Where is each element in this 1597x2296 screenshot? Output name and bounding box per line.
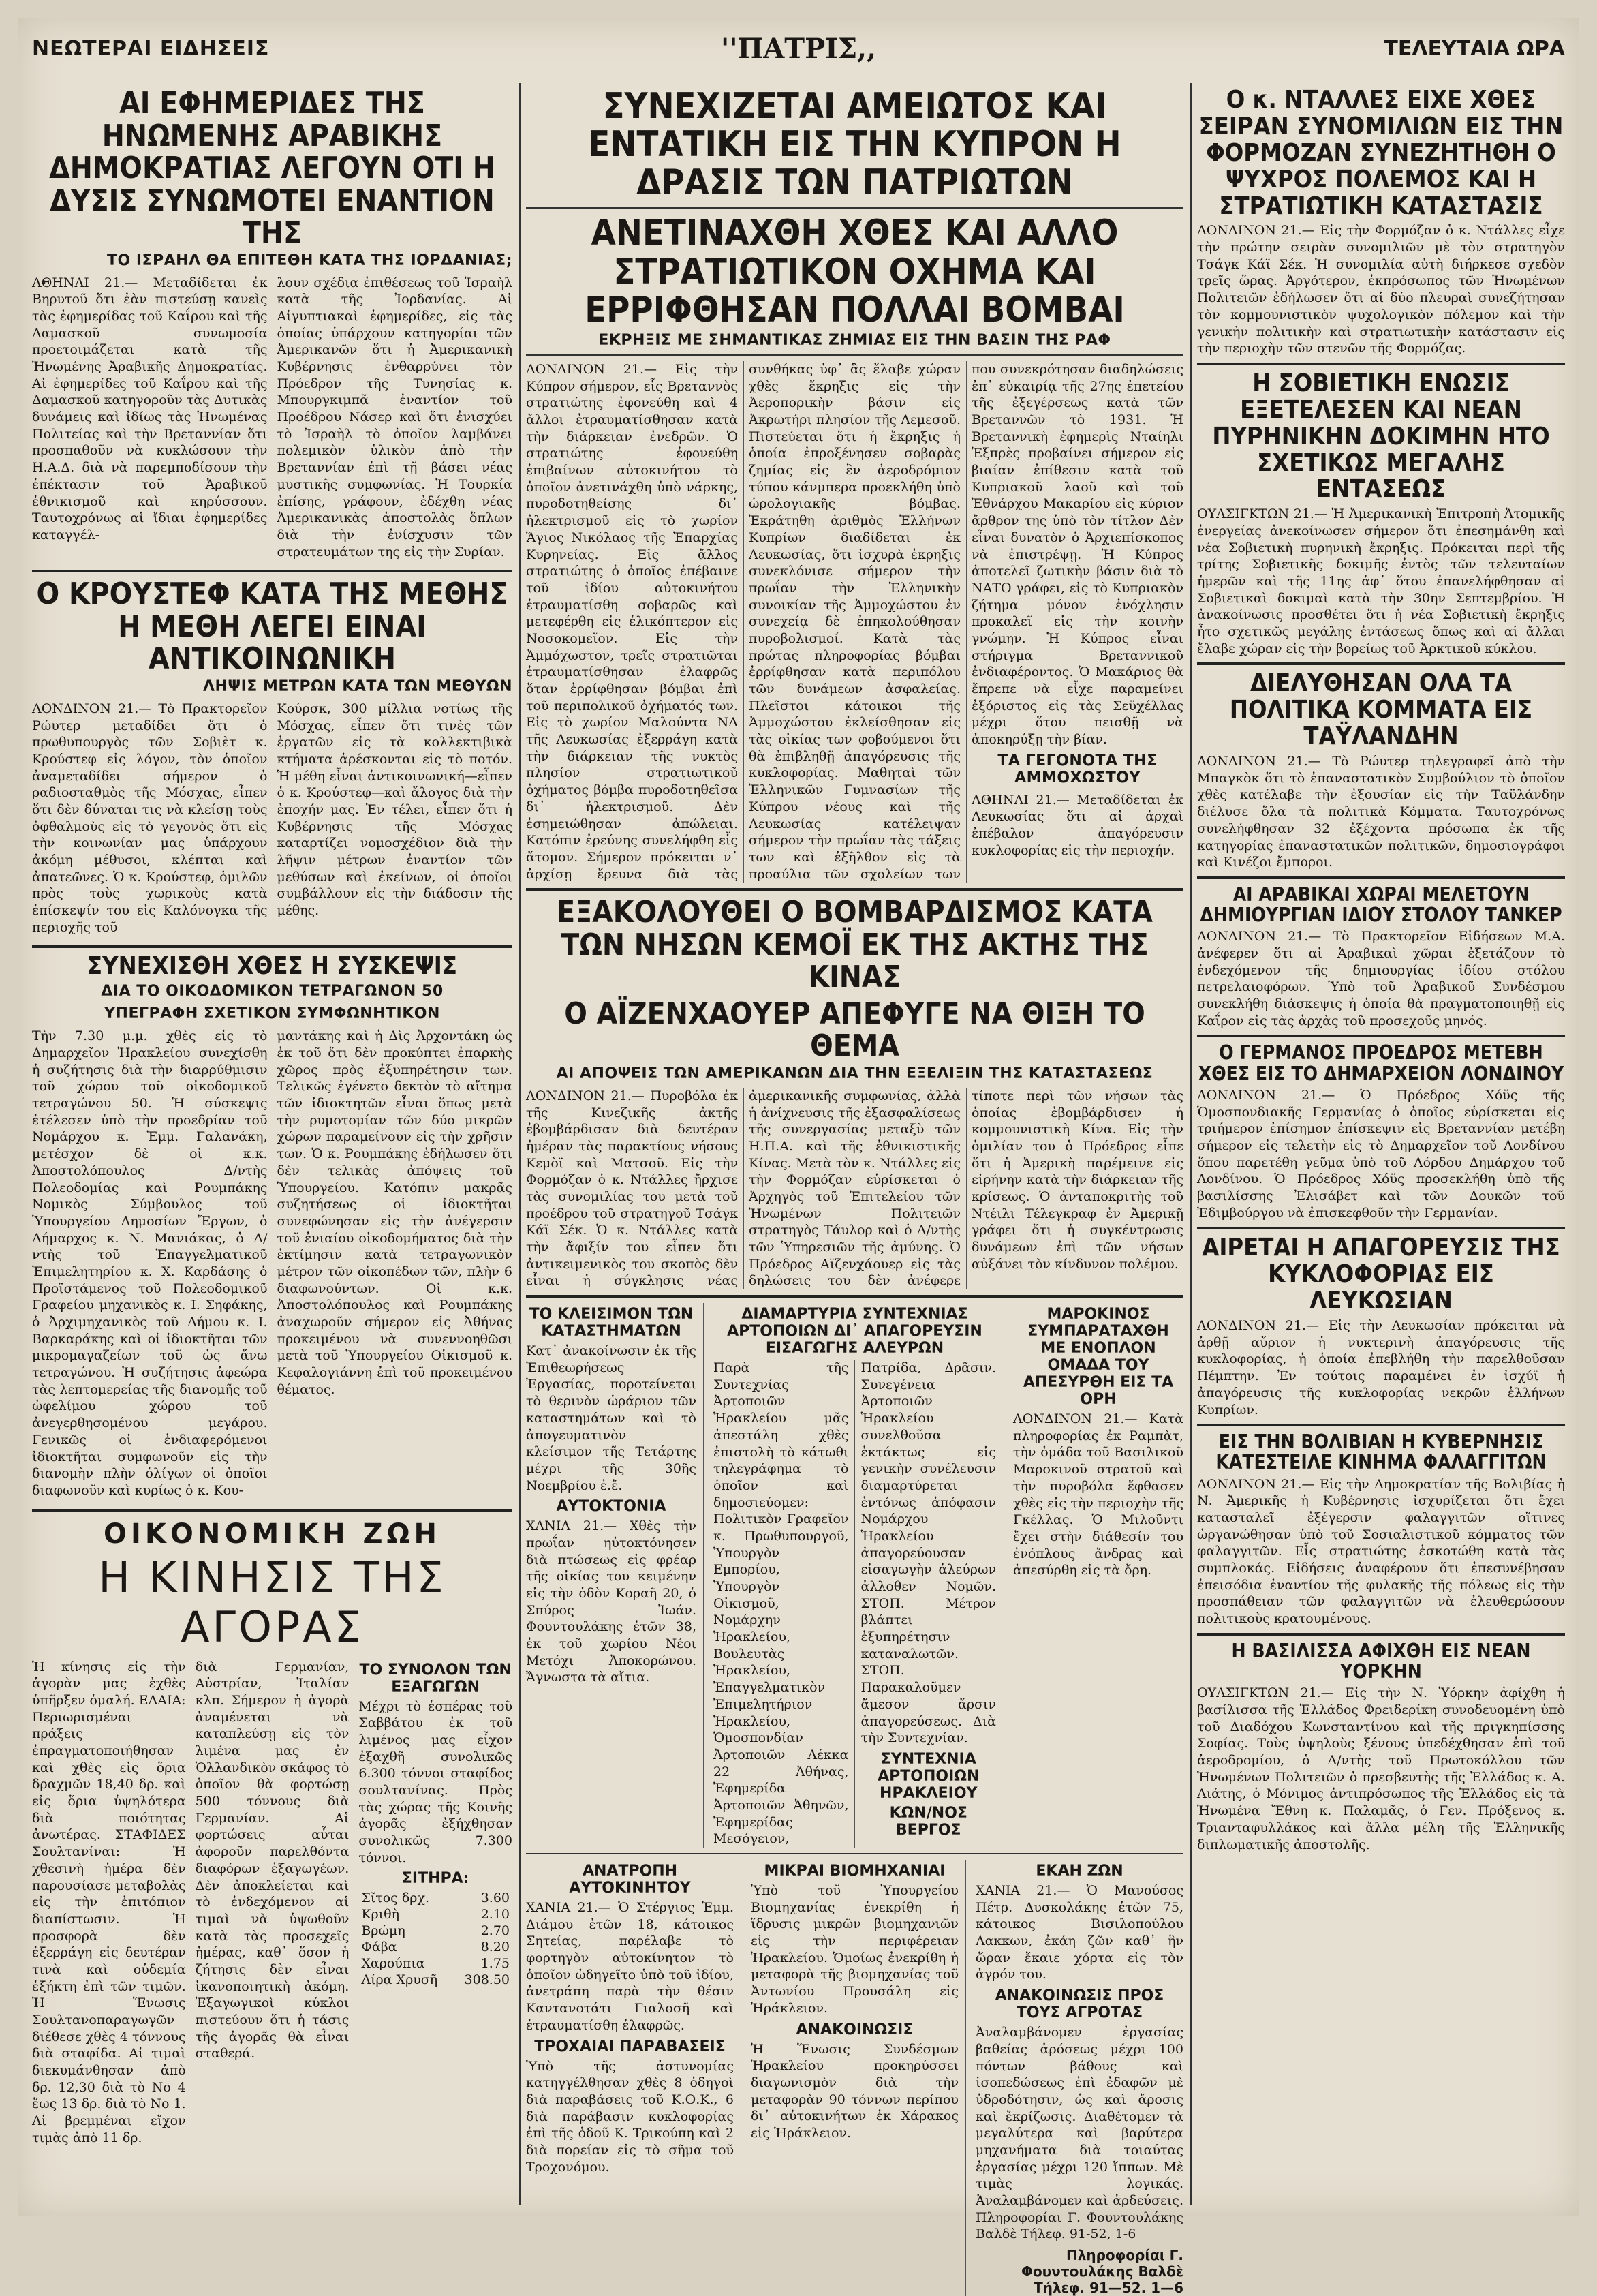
masthead-left: ΝΕΩΤΕΡΑΙ ΕΙΔΗΣΕΙΣ [32,37,270,61]
article-text: ΧΑΝΙΑ 21.— Χθὲς τὴν πρωΐαν ηὐτοκτόνησεν διὰ πτώσεως εἰς φρέαρ τῆς οἰκίας του κειμένην εἰς τὴν ὁδὸν Κοραῆ 20, ὁ Σπύρος Ἰωάν. Φουντουλάκης ἐτῶν 38, ἐκ τοῦ χωρίου Νέοι Μετόχι Ἀποκορώνου. Ἄγνωστα τὰ αἴτια. [526,1518,696,1685]
article-text: ΛΟΝΔΙΝΟΝ 21.— Κατὰ πληροφορίας ἐκ Ραμπὰτ, τὴν ὁμάδα τοῦ Βασιλικοῦ Μαροκινοῦ στρατοῦ καὶ τὴν πυροβόλα ἔφθασεν χθὲς εἰς τὴν περιοχὴν τῆς Γκέλλας. Ὁ Μιλοῦντι ἔχει στὴν διάθεσίν του ἐνόπλους ἄνδρας καὶ ἀπεσύρθη εἰς τὰ ὄρη. [1013,1411,1183,1578]
column-divider [519,83,521,2205]
article-text: ΟΥΑΣΙΓΚΤΩΝ 21.— Ἡ Ἀμερικανικὴ Ἐπιτροπὴ Ἀτομικῆς ἐνεργείας ἀνεκοίνωσεν σήμερον ὅτι ἐπεσημάνθη καὶ νέα Σοβιετικὴ πυρηνικὴ ἔκρηξις. Πρόκειται περὶ τῆς τρίτης Σοβιετικῆς δοκιμῆς ἐντὸς τῶν τελευταίων ἡμερῶν καὶ τῆς 11ης ἀφ᾽ ὅτου ἐπανελήφθησαν αἱ Σοβιετικαὶ δοκιμαὶ κατὰ τὴν 30ην Σεπτεμβρίου. Ἡ ἀνακοίνωσις προσθέτει ὅτι ἡ νέα Σοβιετικὴ ἔκρηξις ἦτο σχετικῶς μεγάλης ἐντάσεως ὅπως καὶ αἱ ἄλλαι ἔλαβε χώραν εἰς τὴν βορείως τοῦ Ἀρκτικοῦ κύκλου. [1197,506,1565,656]
article-headline: Η ΚΙΝΗΣΙΣ ΤΗΣ ΑΓΟΡΑΣ [98,1552,446,1652]
article-headline: ΣΥΝΕΧΙΣΘΗ ΧΘΕΣ Η ΣΥΣΚΕΨΙΣ [87,952,457,981]
divider [1197,662,1565,665]
article-text: ΟΥΑΣΙΓΚΤΩΝ 21.— Εἰς τὴν Ν. Ὑόρκην ἀφίχθη ἡ βασίλισσα τῆς Ἑλλάδος Φρειδερίκη συνοδευομένη ὑπὸ τοῦ Διαδόχου Κωνσταντίνου καὶ τῆς πριγκηπίσσης Σοφίας. Τοὺς ὑψηλοὺς ξένους ὑπεδέχθησαν ἐπὶ τοῦ ἀεροδρομίου, ὁ Δ/ντὴς τοῦ Πρωτοκόλλου τῶν Ἡνωμένων Πολιτειῶν ὁ πρεσβευτὴς τῆς Ἑλλάδος κ. Α. Λιάτης, ὁ Μόνιμος ἀντιπρόσωπος τῆς Ἑλλάδος εἰς τὰ Ἡνωμένα Ἔθνη κ. Παλαμᾶς, ὁ Γεν. Πρόξενος κ. Τριανταφυλλάκος καὶ ἄλλα μέλη τῆς Ἑλληνικῆς διπλωματικῆς ἀποστολῆς. [1197,1685,1565,1852]
article-headline: ΑΙ ΕΦΗΜΕΡΙΔΕΣ ΤΗΣ ΗΝΩΜΕΝΗΣ ΑΡΑΒΙΚΗΣ ΔΗΜΟΚΡΑΤΙΑΣ ΛΕΓΟΥΝ ΟΤΙ Η ΔΥΣΙΣ ΣΥΝΩΜΟΤΕΙ ΕΝΑΝΤΙΟΝ ΤΗΣ [49,86,495,251]
article-subheadline: ΕΚΡΗΞΙΣ ΜΕ ΣΗΜΑΝΤΙΚΑΣ ΖΗΜΙΑΣ ΕΙΣ ΤΗΝ ΒΑΣΙΝ ΤΗΣ ΡΑΦ [598,331,1111,349]
newspaper-page [18,18,1579,2296]
price-item-value: 2.10 [480,1907,510,1923]
prices-table [358,1890,512,1988]
article-text: ΑΘΗΝΑΙ 21.— Μεταδίδεται ἐκ Λευκωσίας ὅτι αἱ ἀρχαὶ ἐπέβαλον ἀπαγόρευσιν κυκλοφορίας εἰς τὴν περιοχήν. [972,792,1183,858]
masthead-right: ΤΕΛΕΥΤΑΙΑ ΩΡΑ [1384,37,1565,61]
article-text: ΛΟΝΔΙΝΟΝ 21.— Τὸ Πρακτορεῖον Εἰδήσεων Μ.Α. ἀνέφερεν ὅτι αἱ Ἀραβικαὶ χῶραι ἐξετάζουν τὸ ἐνδεχόμενον τῆς δημιουργίας ἰδίου στόλου πετρελαιοφόρων. Ὑπὸ τοῦ Ἀραβικοῦ Συνδέσμου συνεκλήθη διάσκεψις ἡ ὁποία θὰ πραγματοποιηθῇ εἰς Καΐρον εἰς τὰς ἀρχὰς τοῦ προσεχοῦς μηνός. [1197,929,1565,1028]
divider [1197,1424,1565,1426]
box-title: ΔΙΑΜΑΡΤΥΡΙΑ ΣΥΝΤΕΧΝΙΑΣ ΑΡΤΟΠΟΙΩΝ ΔΙ᾽ ΑΠΑΓΟΡΕΥΣΙΝ ΕΙΣΑΓΩΓΗΣ ΑΛΕΥΡΩΝ [727,1306,982,1358]
box-title: ΑΥΤΟΚΤΟΝΙΑ [556,1498,666,1516]
article-headline: Ο ΚΡΟΥΣΤΕΦ ΚΑΤΑ ΤΗΣ ΜΕΘΗΣ Η ΜΕΘΗ ΛΕΓΕΙ ΕΙΝΑΙ ΑΝΤΙΚΟΙΝΩΝΙΚΗ [36,577,508,677]
box-title: ΕΚΑΗ ΖΩΝ [1036,1863,1123,1880]
article-text: ΛΟΝΔΙΝΟΝ 21.— Εἰς τὴν Λευκωσίαν πρόκειται νὰ ἀρθῇ αὔριον ἡ νυκτερινὴ ἀπαγόρευσις τῆς κυκλοφορίας, ἡ ὁποία ἐπεβλήθη τὴν παρελθοῦσαν Πέμπτην. Ἐν τούτοις παραμένει ἐν ἰσχύϊ ἡ ἀπαγόρευσις τῆς κυκλοφορίας νεκρῶν ἑλλήνων Κυπρίων. [1197,1318,1565,1418]
signature: Πληροφορίαι Γ. Φουντουλάκης Βαλδὲ Τήλεφ. 91—52. 1—6 [1021,2247,1183,2296]
price-row [358,1955,512,1972]
article-text: Ὑπὸ τῆς ἀστυνομίας κατηγγέλθησαν χθὲς 8 ὁδηγοὶ διὰ παραβάσεις τοῦ Κ.Ο.Κ., 6 διὰ παράβασιν κυκλοφορίας ἐπὶ τῆς ὁδοῦ Κ. Τρικούπη καὶ 2 διὰ πορείαν εἰς τὸ σῆμα τοῦ Τροχονόμου. [526,2058,734,2175]
article-subheadline: ΛΗΨΙΣ ΜΕΤΡΩΝ ΚΑΤΑ ΤΩΝ ΜΕΘΥΩΝ [202,677,512,695]
article-text: ΛΟΝΔΙΝΟΝ 21.— Πυροβόλα ἐκ τῆς Κινεζικῆς ἀκτῆς ἐβομβάρδισαν διὰ δευτέραν ἡμέραν τὰς παρακτίους νήσους Κεμὸϊ καὶ Ματσοῦ. Εἰς τὴν Φορμόζαν ὁ κ. Ντάλλες ἤρχισε τὰς συνομιλίας του μετὰ τοῦ προέδρου τοῦ στρατηγοῦ Τσάγκ Κάϊ Σέκ. Ὁ κ. Ντάλλες κατὰ τὴν ἄφιξίν του εἶπεν ὅτι ἀντικειμενικὸς του σκοπὸς δὲν εἶναι ἡ σύγκλησις νέας ἀμερικανικῆς συμφωνίας, ἀλλὰ ἡ ἀνίχνευσις τῆς ἐξασφαλίσεως τῆς συνεργασίας μεταξὺ τῶν Η.Π.Α. καὶ τῆς ἐθνικιστικῆς Κίνας. Μετὰ τὸν κ. Ντάλλες εἰς τὴν Φορμόζαν εὑρίσκεται ὁ Ἀρχηγὸς τοῦ Ἐπιτελείου τῶν Ἡνωμένων Πολιτειῶν στρατηγὸς Τάυλορ καὶ ὁ Δ/ντὴς τῶν Ὑπηρεσιῶν τῆς ἀμύνης. Ὁ Πρόεδρος Αϊζενχάουερ εἰς τὰς δηλώσεις του δὲν ἀνέφερε τίποτε περὶ τῶν νήσων τὰς ὁποίας ἐβομβάρδισεν ἡ κομμουνιστικὴ Κίνα. Εἰς τὴν ὁμιλίαν του ὁ Πρόεδρος εἶπε ὅτι ἡ Ἀμερικὴ παρέμεινε εἰς εἰρήνην κατὰ τὴν διάρκειαν τῆς κρίσεως. Ὁ ἀνταποκριτὴς τοῦ Ντέιλι Τέλεγκραφ ἐν Ἀμερικῇ γράφει ὅτι ἡ συγκέντρωσις δυνάμεων ἐπὶ τῶν νήσων αὐξάνει τὸν κίνδυνον πολέμου. [526,1088,1183,1289]
divider [526,207,1183,209]
box-title: ΑΝΑΤΡΟΠΗ ΑΥΤΟΚΙΝΗΤΟΥ [569,1863,691,1897]
article-headline: ΕΙΣ ΤΗΝ ΒΟΛΙΒΙΑΝ Η ΚΥΒΕΡΝΗΣΙΣ ΚΑΤΕΣΤΕΙΛΕ ΚΙΝΗΜΑ ΦΑΛΑΓΓΙΤΩΝ [1215,1430,1547,1474]
box-title: ΤΟ ΚΛΕΙΣΙΜΟΝ ΤΩΝ ΚΑΤΑΣΤΗΜΑΤΩΝ [529,1306,694,1341]
divider [32,945,512,948]
price-item-value: 8.20 [480,1940,510,1955]
article-text: ΛΟΝΔΙΝΟΝ 21.— Εἰς τὴν Δημοκρατίαν τῆς Βολιβίας ἡ Ν. Ἀμερικῆς ἡ Κυβέρνησις ἰσχυρίζεται ὅτι ἔχει κατασταλεῖ ἐξέγερσιν φαλαγγιτῶν οἵτινες ὠργανώθησαν ὑπὸ τοῦ Σοσιαλιστικοῦ κόμματος τῶν φαλαγγιτῶν. Εἷς στρατιώτης ἐσκοτώθη κατὰ τὰς συμπλοκάς. Εἰδήσεις ἀναφέρουν ὅτι ἐπεσυνέβησαν ἐπεισόδια ἐναντίον τῆς φυλακῆς τῆς πόλεως εἰς τὴν προσπάθειαν τῶν φαλαγγιτῶν νὰ ἐλευθερώσουν πολιτικοὺς κρατουμένους. [1197,1476,1565,1627]
divider [1197,363,1565,365]
article-text: ΑΘΗΝΑΙ 21.— Μεταδίδεται ἐκ Βηρυτοῦ ὅτι ἐὰν πιστεύσῃ κανεὶς τὰς ἐφημερίδας τοῦ Καΐρου καὶ τῆς Δαμασκοῦ συνωμοσία προετοιμάζεται κατὰ τῆς Ἡνωμένης Ἀραβικῆς Δημοκρατίας. Αἱ ἐφημερίδες τοῦ Καΐρου καὶ τῆς Δαμασκοῦ κατηγοροῦν τὰς Δυτικὰς δυνάμεις καὶ ἰδίως τὰς Ἡνωμένας Πολιτείας καὶ τὴν Βρεταννίαν ὅτι προσπαθοῦν νὰ κυκλώσουν τὴν Η.Α.Δ. διὰ νὰ παρεμποδίσουν τὴν ἐπέκτασιν τοῦ Ἀραβικοῦ ἐθνικισμοῦ καὶ κηρύσσουν. Ταυτοχρόνως αἱ ἴδιαι ἐφημερίδες καταγγέλ- [32,275,268,542]
price-item-value: 1.75 [480,1956,510,1972]
price-row [358,1890,512,1906]
price-item-name: Χαρούπια [361,1956,425,1972]
article-text: Ἀναλαμβάνομεν ἐργασίας βαθείας ἀρόσεως μέχρι 100 πόντων βάθους καὶ ἰσοπεδώσεως ἐπὶ ἐδαφῶν μὲ ὑδροδότησιν, ὡς καὶ ἄροσις καὶ ἔκρίζωσις. Διαθέτομεν τὰ μεγαλύτερα καὶ βαρύτερα μηχανήματα διὰ τοιαύτας ἐργασίας μέχρι 120 ἵππων. Μὲ τιμὰς λογικάς. Ἀναλαμβάνομεν καὶ ἀρδεύσεις. Πληροφορίαι Γ. Φουντουλάκης Βαλδὲ Τήλεφ. 91-52, 1-6 [976,2025,1183,2242]
article-text: Ὑπὸ τοῦ Ὑπουργείου Βιομηχανίας ἐνεκρίθη ἡ ἵδρυσις μικρῶν βιομηχανιῶν εἰς τὴν περιφέρειαν Ἡρακλείου. Ὁμοίως ἐνεκρίθη ἡ μεταφορὰ τῆς βιομηχανίας τοῦ Ἀντωνίου Προυσάλη εἰς Ἡράκλειον. [751,1883,959,2016]
column-left [32,83,512,2205]
column-divider [1190,83,1192,2205]
divider [526,1853,1183,1854]
divider [526,354,1183,356]
article-text: Τὴν 7.30 μ.μ. χθὲς εἰς τὸ Δημαρχεῖον Ἡρακλείου συνεχίσθη ἡ συζήτησις διὰ τὴν διαρρύθμισιν τοῦ χώρου τοῦ οἰκοδομικοῦ τετραγώνου 50. Ἡ σύσκεψις ἐτέλεσεν ὑπὸ τὴν προεδρίαν τοῦ Νομάρχου κ. Ἐμμ. Γαλανάκη, μετέσχον δὲ οἱ κ.κ. Ἀποστολόπουλος Δ/ντὴς Πολεοδομίας καὶ Ρουμπάκης Νομικὸς Σύμβουλος τοῦ Ὑπουργείου Δημοσίων Ἔργων, ὁ Δήμαρχος κ. Ν. Μανιάκας, ὁ Δ/ντὴς τοῦ Ἐπαγγελματικοῦ Ἐπιμελητηρίου κ. Χ. Καρδάσης ὁ Προϊστάμενος τοῦ Πολεοδομικοῦ Γραφείου μηχανικὸς κ. Ι. Σηφάκης, ὁ Ἀρχιμηχανικὸς τοῦ Δήμου κ. Ι. Βαρκαράκης καὶ οἱ ἰδιοκτῆται τῶν μικρομαγαζείων τοῦ ὡς ἄνω τετραγώνου. Ἡ συζήτησις ἀφεώρα τὰς λεπτομερείας τῆς διανομῆς τοῦ ὠφελίμου χώρου τοῦ ἀνεγερθησομένου μεγάρου. Γενικῶς οἱ ἐνδιαφερόμενοι ἰδιοκτῆται συμφωνοῦν εἰς τὴν διανομὴν πλὴν ὀλίγων οἱ ὁποῖοι διαφωνοῦν καὶ κυρίως ὁ κ. Κου- [32,1028,268,1498]
article-text: ΛΟΝΔΙΝΟΝ 21.— Ὁ Πρόεδρος Χόϋς τῆς Ὁμοσπονδιακῆς Γερμανίας ὁ ὁποῖος εὑρίσκεται εἰς τριήμερον ἐπίσημον ἐπίσκεψιν εἰς Βρεταννίαν μετέβη σήμερον εἰς τελετὴν εἰς τὸ Δημαρχεῖον τοῦ Λονδίνου ὅπου παρετέθη γεῦμα ὑπὸ τοῦ Λόρδου Δημάρχου τοῦ Λονδίνου. Ὁ Πρόεδρος Χόϋς προσεκλήθη ὑπὸ τῆς βασιλίσσης Ἐλισάβετ καὶ τῶν Δουκῶν τοῦ Ἐδιμβούργου νὰ ἐπισκεφθοῦν τὴν Γερμανίαν. [1197,1087,1565,1221]
article-headline: ΔΙΕΛΥΘΗΣΑΝ ΟΛΑ ΤΑ ΠΟΛΙΤΙΚΑ ΚΟΜΜΑΤΑ ΕΙΣ ΤΑΫΛΑΝΔΗΝ [1229,669,1533,751]
divider [1197,876,1565,879]
article-subheadline: ΤΑ ΓΕΓΟΝΟΤΑ ΤΗΣ ΑΜΜΟΧΩΣΤΟΥ [997,752,1158,786]
article-text: Ἡ κίνησις εἰς τὴν ἀγορὰν μας ἐχθὲς ὑπῆρξεν ὁμαλή. ΕΛΑΙΑ: Περιωρισμέναι πράξεις ἐπραγματοποιήθησαν καὶ χθὲς εἰς ὅρια δραχμῶν 18,40 δρ. καὶ εἰς ὅρια ὑψηλότερα διὰ ποιότητας ἀνωτέρας. ΣΤΑΦΙΔΕΣ Σουλτανίναι: Ἡ χθεσινὴ ἡμέρα δὲν παρουσίασε μεταβολὰς εἰς τὴν ἐπιτόπιον διαπίστωσιν. Ἡ προσφορὰ δὲν ἐξερράγη εἰς δευτέραν τινὰ καὶ οὐδεμία ἐξήκτη ἐπὶ τῶν τιμῶν. Ἡ Ἕνωσις Σουλτανοπαραγωγῶν διέθεσε χθὲς 4 τόννους διὰ σταφίδα. Αἱ τιμαὶ διεκυμάνθησαν ἀπὸ δρ. 12,30 διὰ τὸ No 4 ἕως 13 δρ. διὰ τὸ No 1. Αἱ βρεμμέναι εἴχον τιμὰς ἀπὸ 11 δρ. [32,1659,186,2145]
article-text: Ἡ Ἕνωσις Συνδέσμων Ἡρακλείου προκηρύσσει διαγωνισμὸν διὰ τὴν μεταφορὰν 90 τόννων περίπου δι᾽ αὐτοκινήτων ἐκ Χάρακος εἰς Ἡράκλειον. [751,2041,959,2141]
price-item-name: Φάβα [361,1940,397,1955]
article-headline: ΑΙ ΑΡΑΒΙΚΑΙ ΧΩΡΑΙ ΜΕΛΕΤΟΥΝ ΔΗΜΙΟΥΡΓΙΑΝ ΙΔΙΟΥ ΣΤΟΛΟΥ ΤΑΝΚΕΡ [1200,883,1562,927]
column-right [1197,83,1565,2205]
article-subheadline: ΤΟ ΙΣΡΑΗΛ ΘΑ ΕΠΙΤΕΘΗ ΚΑΤΑ ΤΗΣ ΙΟΡΔΑΝΙΑΣ; [106,251,512,269]
article-headline: ΑΙΡΕΤΑΙ Η ΑΠΑΓΟΡΕΥΣΙΣ ΤΗΣ ΚΥΚΛΟΦΟΡΙΑΣ ΕΙΣ ΛΕΥΚΩΣΙΑΝ [1202,1234,1560,1315]
article-headline: Η ΒΑΣΙΛΙΣΣΑ ΑΦΙΧΘΗ ΕΙΣ ΝΕΑΝ ΥΟΡΚΗΝ [1231,1639,1531,1683]
article-text: Μέχρι τὸ ἑσπέρας τοῦ Σαββάτου ἐκ τοῦ λιμένος μας εἶχον ἐξαχθῆ συνολικῶς 6.300 τόννοι σταφίδος σουλτανίνας. Πρὸς τὰς χώρας τῆς Κοινῆς ἀγορᾶς ἐξήχθησαν συνολικῶς 7.300 τόννοι. [358,1698,513,1865]
price-item-name: Κριθὴ [361,1907,399,1923]
price-item-name: Σῖτος δρχ. [361,1891,430,1906]
price-item-name: Βρώμη [361,1923,405,1939]
signature: ΚΩΝ/ΝΟΣ ΒΕΡΓΟΣ [889,1804,967,1839]
article-headline: Ο ΑΪΖΕΝΧΑΟΥΕΡ ΑΠΕΦΥΓΕ ΝΑ ΘΙΞΗ ΤΟ ΘΕΜΑ [564,996,1145,1064]
box-title: ΑΝΑΚΟΙΝΩΣΙΣ ΠΡΟΣ ΤΟΥΣ ΑΓΡΟΤΑΣ [995,1987,1164,2022]
article-headline: Ο ΓΕΡΜΑΝΟΣ ΠΡΟΕΔΡΟΣ ΜΕΤΕΒΗ ΧΘΕΣ ΕΙΣ ΤΟ ΔΗΜΑΡΧΕΙΟΝ ΛΟΝΔΙΝΟΥ [1198,1041,1564,1085]
article-text: ΧΑΝΙΑ 21.— Ὁ Στέργιος Ἐμμ. Διάμου ἐτῶν 18, κάτοικος Σητείας, παρέλαβε τὸ φορτηγὸν αὐτοκίνητον τὸ ὁποῖον ὠδηγεῖτο ὑπὸ τοῦ ἰδίου, ἀνετράπη παρὰ τὴν θέσιν Καντανοτάτι Γιαλοσῆ καὶ ἐτραυματίσθη ἐλαφρῶς. [526,1900,734,2033]
box-title: ΤΡΟΧΑΙΑΙ ΠΑΡΑΒΑΣΕΙΣ [534,2038,726,2055]
price-item-value: 2.70 [480,1923,510,1939]
article-text: ΛΟΝΔΙΝΟΝ 21.— Εἰς τὴν Κύπρον σήμερον, εἷς Βρεταννὸς στρατιώτης ἐφονεύθη καὶ 4 ἄλλοι ἐτραυματίσθησαν κατὰ τὴν διάρκειαν ἐνεδρῶν. Ὁ στρατιώτης ἐφονεύθη ἐπιβαίνων αὐτοκινήτου τὸ ὁποῖον ἀνετινάχθη ὑπὸ νάρκης, πυροδοτηθείσης δι᾽ ἠλεκτρισμοῦ εἰς τὸ χωρίον Ἅγιος Νικόλαος τῆς Ἐπαρχίας Κυρηνείας. Εἰς ἄλλος στρατιώτης ὁ ὁποῖος ἐπέβαινε τοῦ ἰδίου αὐτοκινήτου ἐτραυματίσθη σοβαρῶς καὶ μετεφέρθη εἰς ἑλικόπτερον εἰς Νοσοκομεῖον. Εἰς τὴν Ἀμμόχωστον, τρεῖς στρατιῶται ἐτραυματίσθησαν ἐλαφρῶς ὅταν ἐρρίφθησαν βόμβαι ἐπὶ τοῦ περιπολικοῦ ὀχήματός των. Εἰς τὸ χωρίον Μαλούντα ΝΔ τῆς Λευκωσίας ἐξερράγη κατὰ τὴν διάρκειαν τῆς νυκτὸς πλησίον στρατιωτικοῦ ὀχήματος βόμβα πυροδοτηθεῖσα δι᾽ ἠλεκτρισμοῦ. Δὲν ἐσημειώθησαν ἀπώλειαι. Κατόπιν ἐρεύνης συνελήφθη εἷς ἄτομον. Σήμερον πρόκειται ν᾽ ἀρχίσῃ ἔρευνα διὰ τὰς συνθήκας ὑφ᾽ ἃς ἔλαβε χώραν χθὲς ἔκρηξις εἰς τὴν Ἀεροπορικὴν βάσιν εἰς Ἀκρωτήρι πλησίον τῆς Λεμεσοῦ. Πιστεύεται ὅτι ἡ ἔκρηξις ἡ ὁποία ἐπροξένησεν σοβαρὰς ζημίας εἰς ἓν ἀεροδρόμιον τύπου κάνμπερα προεκλήθη ὑπὸ ὡρολογιακῆς βόμβας. Ἐκράτηθη ἀριθμὸς Ἑλλήνων Κυπρίων διαδίδεται ἐκ Λευκωσίας, ὅτι ἰσχυρὰ ἐκρηξις συνεκλόνισε σήμερον τὴν πρωΐαν τὴν Ἑλληνικὴν συνοικίαν τῆς Ἀμμοχώστου ἐν συνεχείᾳ δὲ ἐπηκολούθησαν πυροβολισμοί. Κατὰ τὰς πρώτας πληροφορίας βόμβαι ἐρρίφθησαν κατὰ περιπόλου τῶν δυνάμεων ἀσφαλείας. Πλεῖστοι κάτοικοι τῆς Ἀμμοχώστου ἐκλείσθησαν εἰς τὰς οἰκίας των φοβούμενοι ὅτι θὰ ἐπιβληθῇ ἀπαγόρευσις τῆς κυκλοφορίας. Μαθηταὶ τῶν Ἑλληνικῶν Γυμνασίων τῆς Κύπρου νέους καὶ τῆς Λευκωσίας κατέλειψαν σήμερον τὴν πρωΐαν τὰς τάξεις των καὶ ἐξῆλθον εἰς τὰ προαύλια τῶν σχολείων των που συνεκρότησαν διαδηλώσεις ἐπ᾽ εὐκαιρίᾳ τῆς 27ης ἐπετείου τῆς ἐξεγέρσεως κατὰ τῶν Βρεταννῶν τὸ 1931. Ἡ Βρεταννικὴ ἐφημερὶς Νταίηλι Ἐξπρὲς προβαίνει σήμερον εἰς βιαίαν ἐπίθεσιν κατὰ τοῦ Κυπριακοῦ λαοῦ καὶ τοῦ Ἐθνάρχου Μακαρίου εἰς κύριον ἄρθρον της ὑπὸ τὸν τίτλον Δὲν εἶναι δυνατὸν ὁ Ἀρχιεπίσκοπος νὰ ἐπιστρέψῃ. Ἡ Κύπρος ἀποτελεῖ ζωτικὴν βάσιν διὰ τὸ ΝΑΤΟ γράφει, εἰς τὸ Κυπριακὸν ζήτημα μόνον ἐνόχλησιν προκαλεῖ εἰς τὴν κοινὴν γνώμην. Ἡ Κύπρος εἶναι στήριγμα Βρεταννικοῦ ἐνδιαφέροντος. Ὁ Μακάριος θὰ ἔπρεπε νὰ εἶχε παραμείνει ἐξόριστος εἰς τὰς Σεϋχέλλας μέχρι ὅτου πεισθῇ νὰ ἀποκηρύξῃ τὴν βίαν. [526,361,1183,882]
article-headline: Ο κ. ΝΤΑΛΛΕΣ ΕΙΧΕ ΧΘΕΣ ΣΕΙΡΑΝ ΣΥΝΟΜΙΛΙΩΝ ΕΙΣ ΤΗΝ ΦΟΡΜΟΖΑΝ ΣΥΝΕΖΗΤΗΘΗ Ο ΨΥΧΡΟΣ ΠΟΛΕΜΟΣ ΚΑΙ Η ΣΤΡΑΤΙΩΤΙΚΗ ΚΑΤΑΣΤΑΣΙΣ [1198,86,1564,220]
divider [526,1295,1183,1298]
article-text: μαντάκης καὶ ἡ Δὶς Ἀρχοντάκη ὡς ἐκ τοῦ ὅτι δὲν προκύπτει ἐπαρκὴς χῶρος πρὸς ἐξυπηρέτησιν των. Τελικῶς ἐγένετο δεκτὸν τὸ αἴτημα τῶν ἰδιοκτητῶν εἶναι ὅπως μετὰ τὴν ρυμοτομίαν τῶν δύο μικρῶν χώρων παραμείνουν εἰς τὴν χρῆσιν των. Ὁ κ. Ρουμπάκης ἐδήλωσεν ὅτι δὲν τελικὰς ἀπόψεις τοῦ Ὑπουργείου. Κατόπιν μακρᾶς συζητήσεως οἱ ἰδιοκτῆται συνεφώνησαν εἰς τὴν ἀνέγερσιν τοῦ ἐνιαίου οἰκοδομήματος διὰ τὴν ἐκτίμησιν κατὰ τετραγωνικὸν μέτρον τῶν οἰκοπέδων τῶν, πλὴν 6 διαφωνούντων. Οἱ κ.κ. Ἀποστολόπουλος καὶ Ρουμπάκης ἀναχωροῦν σήμερον εἰς Ἀθήνας προκειμένου νὰ συνεννοηθῶσι μετὰ τοῦ Ὑπουργείου Οἰκισμοῦ κ. Κεφαλογιάννη ἐπὶ τοῦ προκειμένου θέματος. [277,1028,512,1397]
section-banner: ΟΙΚΟΝΟΜΙΚΗ ΖΩΗ [104,1518,441,1550]
article-subheadline: ΥΠΕΓΡΑΦΗ ΣΧΕΤΙΚΟΝ ΣΥΜΦΩΝΗΤΙΚΟΝ [104,1005,440,1023]
box-title: ΜΑΡΟΚΙΝΟΣ ΣΥΜΠΑΡΑΤΑΧΘΗ ΜΕ ΕΝΟΠΛΟΝ ΟΜΑΔΑ ΤΟΥ ΑΠΕΣΥΡΘΗ ΕΙΣ ΤΑ ΟΡΗ [1023,1306,1174,1409]
article-subheadline: ΑΙ ΑΠΟΨΕΙΣ ΤΩΝ ΑΜΕΡΙΚΑΝΩΝ ΔΙΑ ΤΗΝ ΕΞΕΛΙΞΙΝ ΤΗΣ ΚΑΤΑΣΤΑΣΕΩΣ [556,1065,1153,1082]
article-subheadline: ΔΙΑ ΤΟ ΟΙΚΟΔΟΜΙΚΟΝ ΤΕΤΡΑΓΩΝΟΝ 50 [101,983,444,1000]
column-center [526,83,1183,2296]
article-text: Κούρσκ, 300 μίλλια νοτίως τῆς Μόσχας, εἶπεν ὅτι τινὲς τῶν ἐργατῶν εἰς τὰ κολλεκτιβικὰ κτήματα ἀρέσκονται εἰς τὸ ποτόν. Ἡ μέθη εἶναι ἀντικοινωνική—εἶπεν ὁ κ. Κρούστεφ—καὶ ἄλογος διὰ τὴν ἐποχήν μας. Ἐν τέλει, εἶπεν ὅτι ἡ Κυβέρνησις τῆς Μόσχας καταρτίζει νομοσχέδιον διὰ τὴν λῆψιν μέτρων ἐναντίον τῶν μεθύσων καὶ ἐκείνων, οἱ ὁποῖοι συμβάλλουν εἰς τὴν διάδοσιν τῆς μέθης. [277,701,512,919]
price-row [358,1906,512,1923]
lead-headline: ΣΥΝΕΧΙΖΕΤΑΙ ΑΜΕΙΩΤΟΣ ΚΑΙ ΕΝΤΑΤΙΚΗ ΕΙΣ ΤΗΝ ΚΥΠΡΟΝ Η ΔΡΑΣΙΣ ΤΩΝ ΠΑΤΡΙΩΤΩΝ [588,86,1121,204]
divider [32,570,512,572]
price-item-name: Λίρα Χρυσῆ [361,1972,438,1988]
divider [1197,1227,1565,1229]
box-title: ΜΙΚΡΑΙ ΒΙΟΜΗΧΑΝΙΑΙ [764,1863,946,1880]
article-text: ΛΟΝΔΙΝΟΝ 21.— Εἰς τὴν Φορμόζαν ὁ κ. Ντάλλες εἶχε τὴν πρώτην σειρὰν συνομιλιῶν μὲ τὸν στρατηγὸν Τσάγκ Κάϊ Σέκ. Ἡ συνομιλία αὐτὴ διήρκεσε σχεδὸν τρεῖς ὥρας. Ἀργότερον, ἐκπρόσωπος τῶν Ἡνωμένων Πολιτειῶν ἐδήλωσεν ὅτι αἱ δύο πλευραὶ συνεζήτησαν τὸν κομμουνιστικὸν ψυχολογικὸν πόλεμον καὶ τὴν γενικὴν πολιτικὴν καὶ στρατιωτικὴν κατάστασιν εἰς τὴν περιοχὴν τῶν στενῶν τῆς Φορμόζας. [1197,223,1565,356]
article-text: διὰ Γερμανίαν, Αὐστρίαν, Ἰταλίαν κλπ. Σήμερον ἡ ἀγορὰ ἀναμένεται νὰ καταπλεύσῃ εἰς τὸν λιμένα μας ἐν Ὁλλανδικὸν σκάφος τὸ ὁποῖον θὰ φορτώσῃ 500 τόννους διὰ Γερμανίαν. Αἱ φορτώσεις αὗται ἀφοροῦν παρελθόντα διαφόρων ἐξαγωγέων. Δὲν ἀποκλείεται καὶ τὸ ἐνδεχόμενον αἱ τιμαὶ νὰ ὑψωθοῦν κατὰ τὰς προσεχεῖς ἡμέρας, καθ᾽ ὅσον ἡ ζήτησις δὲν εἶναι ἱκανοποιητικὴ ἀκόμη. Ἐξαγωγικοὶ κύκλοι πιστεύουν ὅτι ἡ τάσις τῆς ἀγορᾶς θὰ εἶναι σταθερά. [195,1659,350,2062]
divider [1197,1633,1565,1636]
article-text: Παρὰ τῆς Συντεχνίας Ἀρτοποιῶν Ἡρακλείου μᾶς ἀπεστάλη χθὲς ἐπιστολὴ τὸ κάτωθι τηλεγράφημα τὸ ὁποῖον καὶ δημοσιεύομεν: Πολιτικὸν Γραφεῖον κ. Πρωθυπουργοῦ, Ὑπουργὸν Εμπορίου, Ὑπουργὸν Οἰκισμοῦ, Νομάρχην Ἡρακλείου, Βουλευτὰς Ἡρακλείου, Ἐπαγγελματικὸν Ἐπιμελητήριον Ἡρακλείου, Ὁμοσπονδίαν Ἀρτοποιῶν Λέκκα 22 Ἀθήνας, Ἐφημερίδα Ἀρτοποιῶν Ἀθηνῶν, Ἐφημερίδας Μεσόγειον, Πατρίδα, Δρᾶσιν. Συνεγένεια Ἀρτοποιῶν Ἡρακλείου συνελθοῦσα ἐκτάκτως εἰς γενικὴν συνέλευσιν διαμαρτύρεται ἐντόνως ἀπόφασιν Νομάρχου Ἡρακλείου ἀπαγορεύουσαν εἰσαγωγὴν ἀλεύρων ἀλλοθεν Νομῶν. ΣΤΟΠ. Μέτρον βλάπτει ἐξυπηρέτησιν καταναλωτῶν. ΣΤΟΠ. Παρακαλοῦμεν ἄμεσον ἄρσιν ἀπαγορεύσεως. Διὰ τὴν Συντεχνίαν. [713,1360,996,1847]
article-text: Κατ᾽ ἀνακοίνωσιν ἐκ τῆς Ἐπιθεωρήσεως Ἐργασίας, ποροτείνεται τὸ θερινὸν ὡράριον τῶν καταστημάτων καὶ τὸ ἀπογευματινὸν κλείσιμον τῆς Τετάρτης μέχρι τῆς 30ῆς Νοεμβρίου ἐ.ἔ. [526,1343,696,1493]
article-headline: ΕΞΑΚΟΛΟΥΘΕΙ Ο ΒΟΜΒΑΡΔΙΣΜΟΣ ΚΑΤΑ ΤΩΝ ΝΗΣΩΝ ΚΕΜΟΪ ΕΚ ΤΗΣ ΑΚΤΗΣ ΤΗΣ ΚΙΝΑΣ [557,895,1153,995]
lead-headline: ΑΝΕΤΙΝΑΧΘΗ ΧΘΕΣ ΚΑΙ ΑΛΛΟ ΣΤΡΑΤΙΩΤΙΚΟΝ ΟΧΗΜΑ ΚΑΙ ΕΡΡΙΦΘΗΣΑΝ ΠΟΛΛΑΙ ΒΟΜΒΑΙ [585,213,1125,331]
divider [32,1509,512,1512]
box-title: ΤΟ ΣΥΝΟΛΟΝ ΤΩΝ ΕΞΑΓΩΓΩΝ [359,1661,512,1696]
box-title: ΑΝΑΚΟΙΝΩΣΙΣ [796,2021,914,2038]
prices-title: ΣΙΤΗΡΑ: [401,1870,469,1888]
price-row [358,1972,512,1988]
signature: ΣΥΝΤΕΧΝΙΑ ΑΡΤΟΠΟΙΩΝ ΗΡΑΚΛΕΙΟΥ [878,1750,980,1802]
article-text: ΧΑΝΙΑ 21.— Ὁ Μανούσος Πέτρ. Δυσκολάκης ἐτῶν 75, κάτοικος Βισιλοπούλου Λακκων, ἐκάη ζῶν καθ᾽ ἣν ὥραν ἔκαιε χόρτα εἰς τὸν ἀγρόν του. [976,1883,1183,1983]
price-row [358,1923,512,1939]
divider [526,888,1183,891]
price-row [358,1939,512,1955]
article-headline: Η ΣΟΒΙΕΤΙΚΗ ΕΝΩΣΙΣ ΕΞΕΤΕΛΕΣΕΝ ΚΑΙ ΝΕΑΝ ΠΥΡΗΝΙΚΗΝ ΔΟΚΙΜΗΝ ΗΤΟ ΣΧΕΤΙΚΩΣ ΜΕΓΑΛΗΣ ΕΝΤΑΣΕΩΣ [1212,369,1550,504]
divider [1197,1035,1565,1037]
article-text: ΛΟΝΔΙΝΟΝ 21.— Τὸ Πρακτορεῖον Ρώυτερ μεταδίδει ὅτι ὁ πρωθυπουργὸς τῶν Σοβιὲτ κ. Κρούστεφ εἰς λόγον, τὸν ὁποῖον ἀναμεταδίδει σήμερον ὁ ραδιοσταθμὸς τῆς Μόσχας, εἶπεν ὅτι δὲν δύναται τις νὰ κλείσῃ τοὺς ὀφθαλμοὺς εἰς τὸ γεγονὸς ὅτι εἰς τὴν κοινωνίαν μας ὑπάρχουν ἀκόμη μέθυσοι, κλέπται καὶ ἀπατεῶνες. Ὁ κ. Κρούστεφ, ὁμιλῶν πρὸς τοὺς χωρικοὺς κατὰ ἐπίσκεψίν του εἰς Καλόνογκα τῆς περιοχῆς τοῦ [32,701,268,935]
price-item-value: 3.60 [480,1891,510,1906]
price-item-value: 308.50 [464,1972,510,1988]
newspaper-title: ''ΠΑΤΡΙΣ,, [721,33,876,65]
article-text: λουν σχέδια ἐπιθέσεως τοῦ Ἰσραὴλ κατὰ τῆς Ἰορδανίας. Αἱ Αἰγυπτιακαὶ ἐφημερίδες, εἰς τὰς ὁποίας ὑπάρχουν κατηγορίαι τῶν Ἀμερικανῶν ὅτι ἡ Ἀμερικανικὴ Κυβέρνησις ἐνθαρρύνει τὸν Πρόεδρον τῆς Τυνησίας κ. Μπουργκιμπᾶ ἐναντίον τοῦ Προέδρου Νάσερ καὶ ὅτι ἐνισχύει τὸ Ἰσραὴλ τὸ ὁποῖον λαμβάνει πολεμικὸν ὑλικὸν ἀπὸ τὴν Βρεταννίαν ἐπὶ τῇ βάσει νέας μυστικῆς συμφωνίας. Ἡ Τουρκία ἐπίσης, γράφουν, ἐδέχθη νέας Ἀμερικανικὰς ἀποστολὰς ὅπλων διὰ τὴν ἐνίσχυσιν τῶν στρατευμάτων της εἰς τὴν Συρίαν. [277,275,512,560]
masthead [32,30,1565,72]
article-text: ΛΟΝΔΙΝΟΝ 21.— Τὸ Ρώυτερ τηλεγραφεῖ ἀπὸ τὴν Μπαγκὸκ ὅτι τὸ ἐπαναστατικὸν Συμβούλιον τὸ ὁποῖον χθὲς κατέλαβε τὴν ἐξουσίαν εἰς τὴν Ταϋλάνδην διέλυσε ὅλα τὰ πολιτικὰ Κόμματα. Ταυτοχρόνως συνελήφθησαν 32 ἐξέχοντα πρόσωπα ἐκ τῆς κατηγορίας ἐπαναστατικῶν πολιτικῶν, δημοσιογράφοι καὶ Κινέζοι ἔμποροι. [1197,754,1565,870]
